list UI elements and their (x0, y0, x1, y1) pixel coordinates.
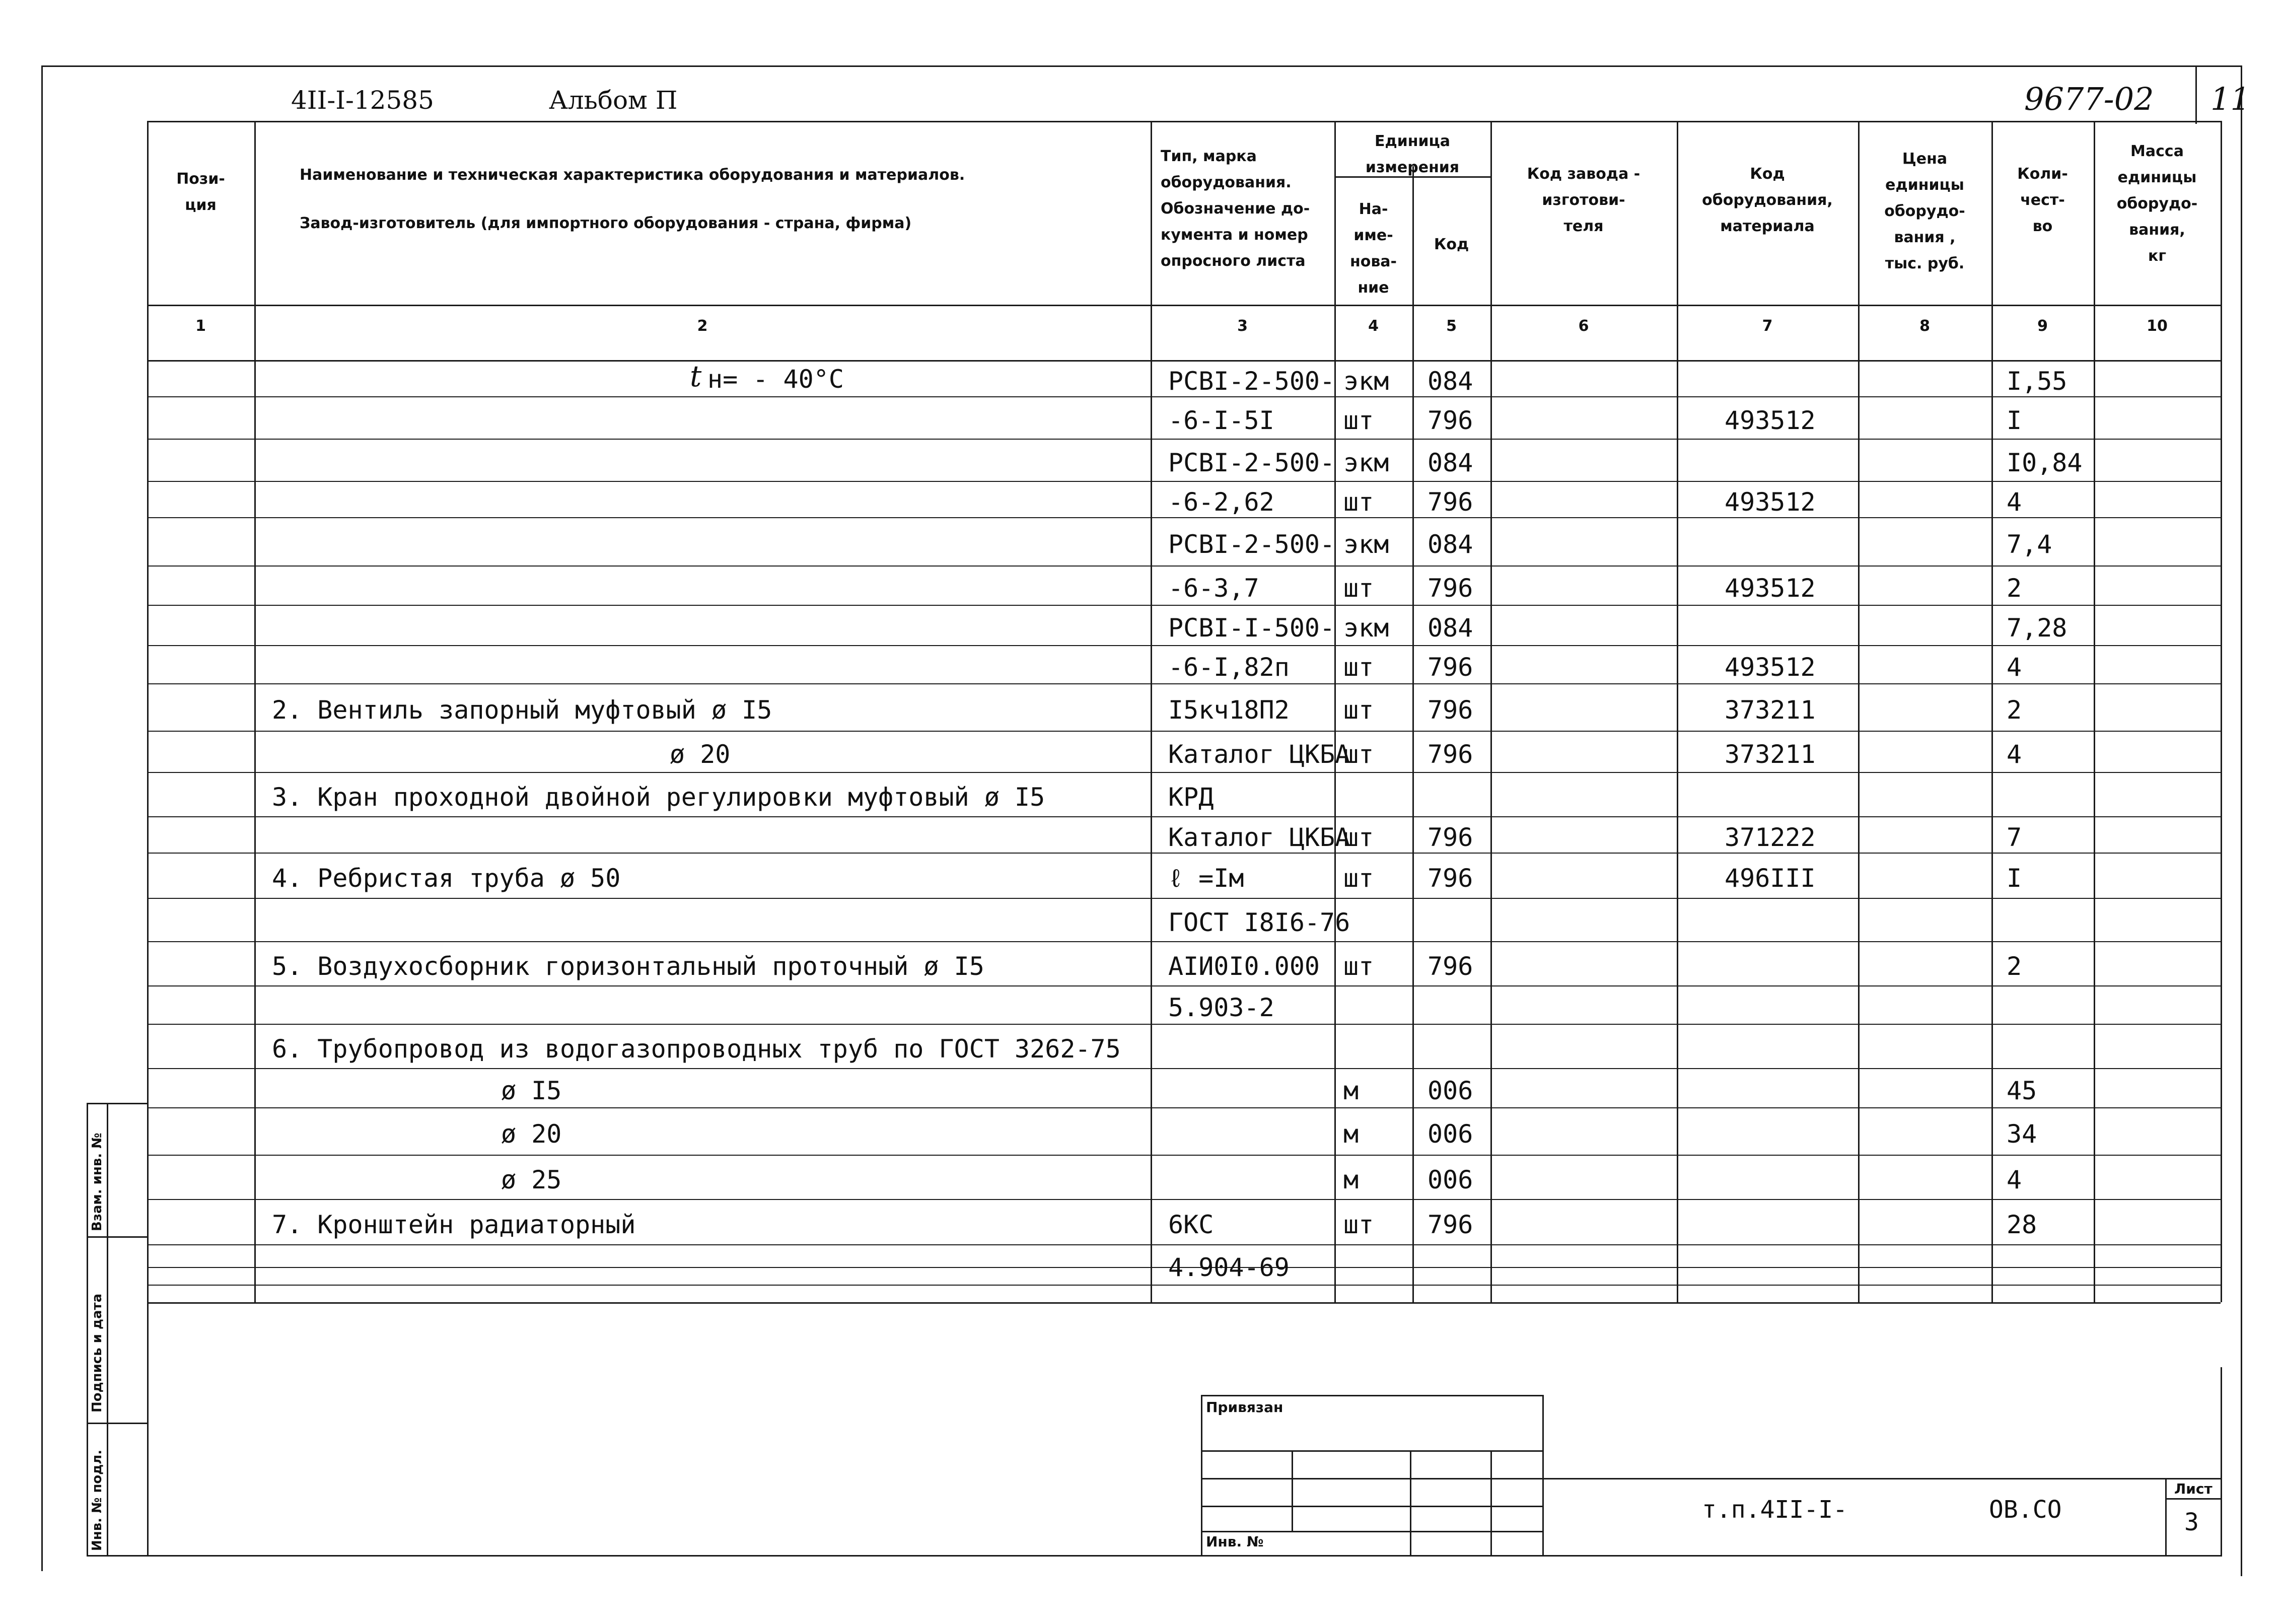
row-name: 3. Кран проходной двойной регулировки муфтовый ø I5 (272, 783, 1045, 812)
row-material-code: 373211 (1725, 740, 1816, 769)
row-material-code: 493512 (1725, 487, 1816, 517)
row-code: 796 (1428, 695, 1473, 725)
column-divider (1151, 121, 1152, 1302)
row-code: 796 (1428, 952, 1473, 981)
row-line (147, 985, 2221, 986)
table-top-line (147, 121, 2221, 122)
title-suffix: ОВ.СО (1989, 1496, 2062, 1524)
temperature-symbol: t (690, 359, 702, 393)
row-unit: шт (1343, 823, 1374, 852)
row-type: AIИ0I0.000 (1168, 952, 1320, 981)
row-quantity: 7,28 (2007, 613, 2067, 643)
row-material-code: 371222 (1725, 823, 1816, 852)
side-panel-line-3 (87, 1423, 149, 1424)
row-unit: экм (1343, 530, 1389, 559)
stamp-col-1 (1292, 1450, 1293, 1531)
row-type: PCBI-2-500- (1168, 367, 1335, 396)
column-number: 8 (1919, 317, 1930, 335)
row-quantity: I (2007, 406, 2022, 435)
row-quantity: I0,84 (2007, 448, 2083, 477)
row-line (147, 605, 2221, 606)
row-line (147, 898, 2221, 899)
row-unit: шт (1343, 653, 1374, 682)
project-code: 4II-I-12585 (291, 86, 434, 115)
sheet-label: Лист (2174, 1480, 2212, 1497)
frame-top-line (41, 65, 2242, 67)
row-line (147, 1244, 2221, 1245)
row-line (147, 396, 2221, 397)
sheet-number: 3 (2184, 1508, 2199, 1536)
column-number: 4 (1368, 317, 1379, 335)
stamp-col-3 (1490, 1450, 1492, 1556)
column-divider (1677, 121, 1678, 1302)
row-unit: м (1343, 1076, 1359, 1105)
row-type: PCBI-I-500- (1168, 613, 1335, 643)
bottom-frame-right (2221, 1367, 2222, 1557)
row-unit: м (1343, 1165, 1359, 1194)
stamp-col-2 (1410, 1450, 1411, 1556)
row-unit: шт (1343, 695, 1374, 725)
row-quantity: 2 (2007, 695, 2022, 725)
row-code: 796 (1428, 487, 1473, 517)
row-code: 796 (1428, 653, 1473, 682)
row-code: 006 (1428, 1119, 1473, 1149)
row-type: Каталог ЦКБА (1168, 823, 1350, 852)
column-header: Коли- чест- во (2017, 165, 2068, 235)
column-number: 10 (2147, 317, 2168, 335)
row-material-code: 493512 (1725, 653, 1816, 682)
row-type: КРД (1168, 783, 1214, 812)
row-line (147, 439, 2221, 440)
row-type: 6КС (1168, 1210, 1214, 1239)
column-header: Масса единицы оборудо- вания, кг (2116, 143, 2198, 265)
row-name: 6. Трубопровод из водогазопроводных труб по ГОСТ 3262-75 (272, 1034, 1121, 1064)
column-header: Наименование и техническая характеристика оборудования и материалов. Завод-изготовитель (для импортного оборудования - страна, фирма) (300, 166, 965, 232)
row-code: 796 (1428, 740, 1473, 769)
column-number: 1 (195, 317, 206, 335)
stamp-row-3 (1201, 1506, 1543, 1507)
row-type: Каталог ЦКБА (1168, 740, 1350, 769)
row-line (147, 941, 2221, 942)
row-quantity: I,55 (2007, 367, 2067, 396)
side-label-inv-original: Инв. № подл. (90, 1449, 105, 1551)
row-type: -6-I-5I (1168, 406, 1274, 435)
row-unit: шт (1343, 952, 1374, 981)
row-type: -6-I,82п (1168, 653, 1290, 682)
column-divider (2094, 121, 2095, 1302)
column-divider (1858, 121, 1860, 1302)
row-code: 084 (1428, 530, 1473, 559)
row-name: 5. Воздухосборник горизонтальный проточный ø I5 (272, 952, 984, 981)
row-type: ГОСТ I8I6-76 (1168, 908, 1350, 937)
row-quantity: 7,4 (2007, 530, 2052, 559)
row-quantity: 28 (2007, 1210, 2037, 1239)
stamp-row-2 (1201, 1478, 1543, 1479)
column-number: 7 (1762, 317, 1773, 335)
row-unit: экм (1343, 367, 1389, 396)
row-type: -6-2,62 (1168, 487, 1274, 517)
page-number: 11 (2210, 81, 2250, 117)
column-header: Пози- ция (176, 170, 225, 214)
row-quantity: 2 (2007, 574, 2022, 603)
row-type: PCBI-2-500- (1168, 530, 1335, 559)
numbers-bottom-line (147, 360, 2221, 362)
row-quantity: 4 (2007, 653, 2022, 682)
row-unit: шт (1343, 406, 1374, 435)
column-header: Цена единицы оборудо- вания , тыс. руб. (1884, 150, 1965, 272)
row-code: 084 (1428, 613, 1473, 643)
row-quantity: 34 (2007, 1119, 2037, 1149)
column-divider (1991, 121, 1993, 1302)
row-line (147, 1199, 2221, 1200)
row-code: 006 (1428, 1165, 1473, 1194)
row-unit: шт (1343, 740, 1374, 769)
row-material-code: 496III (1725, 864, 1816, 893)
row-line (147, 1155, 2221, 1156)
row-line (147, 1068, 2221, 1069)
frame-left-line (41, 65, 43, 1571)
column-number: 3 (1237, 317, 1248, 335)
frame-right-line (2241, 65, 2242, 1576)
column-divider (254, 121, 256, 1302)
title-code: т.п.4II-I- (1702, 1496, 1847, 1524)
row-name: 7. Кронштейн радиаторный (272, 1210, 636, 1239)
row-type: 5.903-2 (1168, 993, 1274, 1022)
row-quantity: 2 (2007, 952, 2022, 981)
side-label-inv-replace: Взам. инв. № (90, 1133, 105, 1231)
row-type: ℓ =Iм (1168, 864, 1244, 893)
row-line (147, 816, 2221, 817)
row-line (147, 731, 2221, 732)
column-header: На- име- нова- ние (1349, 200, 1397, 297)
row-quantity: 4 (2007, 1165, 2022, 1194)
row-type: I5кч18П2 (1168, 695, 1290, 725)
row-quantity: 45 (2007, 1076, 2037, 1105)
row-line (147, 645, 2221, 646)
stamp-inv: Инв. № (1206, 1533, 1264, 1550)
column-header: Единица измерения (1365, 132, 1460, 176)
row-quantity: 7 (2007, 823, 2022, 852)
row-unit: шт (1343, 1210, 1374, 1239)
column-header: Код завода - изготови- теля (1527, 165, 1640, 235)
stamp-top (1201, 1395, 1543, 1396)
row-line (147, 481, 2221, 482)
stamp-row-4 (1201, 1531, 1543, 1532)
column-header: Код оборудования, материала (1702, 165, 1833, 235)
row-type: PCBI-2-500- (1168, 448, 1335, 477)
row-material-code: 493512 (1725, 574, 1816, 603)
column-header: Тип, марка оборудования. Обозначение до- кумента и номер опросного листа (1161, 148, 1310, 270)
row-quantity: 4 (2007, 740, 2022, 769)
row-type: -6-3,7 (1168, 574, 1259, 603)
row-name: 4. Ребристая труба ø 50 (272, 864, 621, 893)
sheet-box-left (2165, 1478, 2167, 1557)
column-divider (1490, 121, 1492, 1302)
page-number-divider (2195, 65, 2197, 124)
stamp-row-1 (1201, 1450, 1543, 1452)
header-bottom-line (147, 305, 2221, 306)
row-code: 084 (1428, 448, 1473, 477)
side-panel-left (87, 1103, 88, 1556)
column-number: 6 (1578, 317, 1589, 335)
side-panel-line-4 (87, 1555, 149, 1557)
row-line (147, 853, 2221, 854)
row-code: 796 (1428, 406, 1473, 435)
row-unit: шт (1343, 864, 1374, 893)
row-name: ø I5 (501, 1076, 562, 1105)
column-number: 5 (1446, 317, 1457, 335)
row-unit: м (1343, 1119, 1359, 1149)
album-label: Альбом П (549, 86, 678, 115)
row-unit: экм (1343, 448, 1389, 477)
side-panel-line-1 (87, 1103, 149, 1104)
title-block-line (1542, 1478, 2222, 1479)
row-code: 796 (1428, 574, 1473, 603)
row-name: ø 25 (501, 1165, 562, 1194)
table-end-line (147, 1302, 2221, 1304)
row-unit: экм (1343, 613, 1389, 643)
row-code: 796 (1428, 1210, 1473, 1239)
row-code: 796 (1428, 823, 1473, 852)
doc-number: 9677-02 (2024, 81, 2154, 117)
row-line (147, 683, 2221, 684)
row-line (147, 1285, 2221, 1286)
row-code: 006 (1428, 1076, 1473, 1105)
side-panel-right (147, 1103, 149, 1556)
column-divider (1412, 166, 1414, 1302)
row-name: ø 20 (670, 740, 731, 769)
temperature-value: н= - 40°С (707, 365, 844, 394)
row-quantity: 4 (2007, 487, 2022, 517)
column-number: 9 (2037, 317, 2048, 335)
row-line (147, 772, 2221, 773)
row-name: 2. Вентиль запорный муфтовый ø I5 (272, 695, 772, 725)
side-panel-divider (107, 1103, 108, 1556)
row-quantity: I (2007, 864, 2022, 893)
row-line (147, 517, 2221, 518)
row-code: 084 (1428, 367, 1473, 396)
row-unit: шт (1343, 487, 1374, 517)
row-name: ø 20 (501, 1119, 562, 1149)
stamp-attached: Привязан (1206, 1399, 1283, 1416)
column-number: 2 (697, 317, 708, 335)
side-label-signature: Подпись и дата (90, 1293, 105, 1413)
side-panel-line-2 (87, 1236, 149, 1238)
row-material-code: 493512 (1725, 406, 1816, 435)
row-line (147, 1024, 2221, 1025)
column-divider (2221, 121, 2222, 1302)
row-unit: шт (1343, 574, 1374, 603)
row-code: 796 (1428, 864, 1473, 893)
row-line (147, 1107, 2221, 1108)
sheet-box-line (2165, 1498, 2222, 1500)
row-material-code: 373211 (1725, 695, 1816, 725)
column-header: Код (1434, 236, 1469, 253)
row-line (147, 566, 2221, 567)
row-type: 4.904-69 (1168, 1253, 1290, 1282)
bottom-frame-line (147, 1555, 2222, 1557)
